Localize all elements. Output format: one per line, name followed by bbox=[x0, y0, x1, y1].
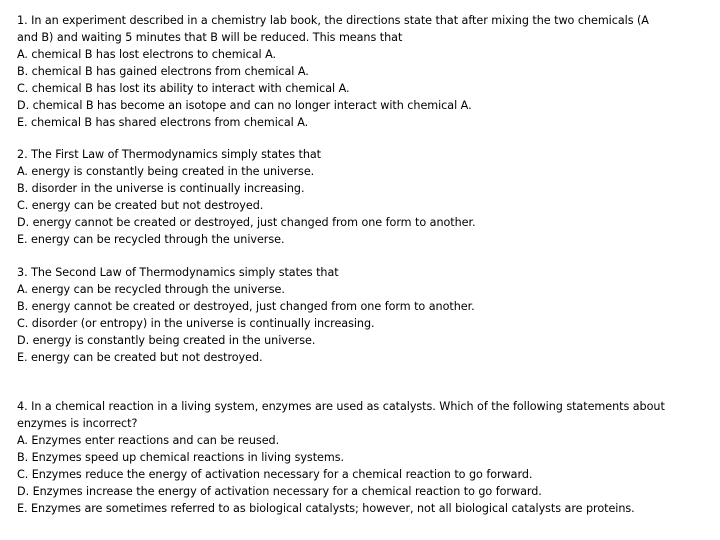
question-3-option-a: A. energy can be recycled through the universe. bbox=[17, 283, 285, 296]
question-3-option-e: E. energy can be created but not destroyed. bbox=[17, 351, 263, 364]
question-4-option-d: D. Enzymes increase the energy of activation necessary for a chemical reaction to go forward. bbox=[17, 485, 542, 498]
question-2 bbox=[17, 146, 476, 248]
question-3-option-b: B. energy cannot be created or destroyed, just changed from one form to another. bbox=[17, 300, 475, 313]
question-1-option-b: B. chemical B has gained electrons from chemical A. bbox=[17, 65, 309, 78]
question-1-option-a: A. chemical B has lost electrons to chemical A. bbox=[17, 48, 276, 61]
question-4-stem-line-1: 4. In a chemical reaction in a living system, enzymes are used as catalysts. Which of the following statements about bbox=[17, 400, 665, 413]
question-4-option-a: A. Enzymes enter reactions and can be reused. bbox=[17, 434, 280, 447]
question-2-option-c: C. energy can be created but not destroyed. bbox=[17, 199, 264, 212]
question-4-option-e: E. Enzymes are sometimes referred to as biological catalysts; however, not all biological catalysts are proteins. bbox=[17, 502, 635, 515]
question-1 bbox=[17, 12, 649, 131]
question-3-stem-line-1: 3. The Second Law of Thermodynamics simply states that bbox=[17, 266, 339, 279]
question-3-option-d: D. energy is constantly being created in the universe. bbox=[17, 334, 316, 347]
question-2-option-a: A. energy is constantly being created in the universe. bbox=[17, 165, 315, 178]
question-1-stem-line-2: and B) and waiting 5 minutes that B will be reduced. This means that bbox=[17, 31, 403, 44]
question-4-option-b: B. Enzymes speed up chemical reactions in living systems. bbox=[17, 451, 344, 464]
question-2-option-b: B. disorder in the universe is continually increasing. bbox=[17, 182, 305, 195]
question-1-option-e: E. chemical B has shared electrons from chemical A. bbox=[17, 116, 309, 129]
question-1-option-c: C. chemical B has lost its ability to interact with chemical A. bbox=[17, 82, 350, 95]
question-1-stem-line-1: 1. In an experiment described in a chemistry lab book, the directions state that after mixing the two chemicals (A bbox=[17, 14, 649, 27]
question-1-option-d: D. chemical B has become an isotope and can no longer interact with chemical A. bbox=[17, 99, 472, 112]
question-4-stem-line-2: enzymes is incorrect? bbox=[17, 417, 138, 430]
question-2-option-e: E. energy can be recycled through the universe. bbox=[17, 233, 285, 246]
question-3-option-c: C. disorder (or entropy) in the universe is continually increasing. bbox=[17, 317, 375, 330]
question-2-option-d: D. energy cannot be created or destroyed, just changed from one form to another. bbox=[17, 216, 476, 229]
question-4-option-c: C. Enzymes reduce the energy of activation necessary for a chemical reaction to go forward. bbox=[17, 468, 533, 481]
question-4 bbox=[17, 398, 665, 517]
question-3 bbox=[17, 264, 475, 366]
question-2-stem-line-1: 2. The First Law of Thermodynamics simply states that bbox=[17, 148, 322, 161]
